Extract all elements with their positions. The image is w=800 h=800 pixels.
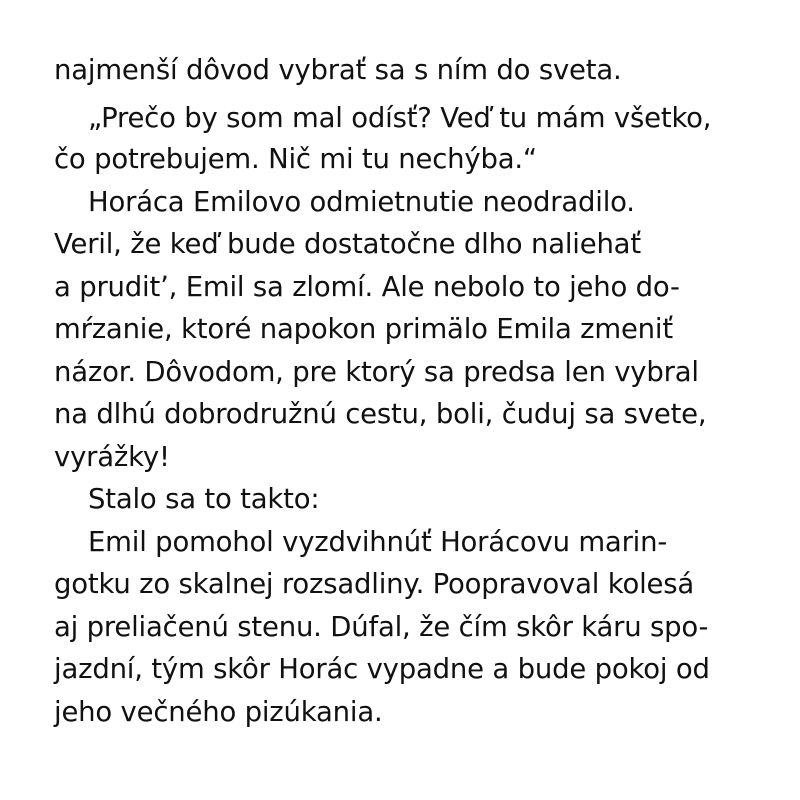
text-line: a pruditʼ, Emil sa zlomí. Ale nebolo to jeho do-	[54, 271, 680, 303]
text-line: Emil pomohol vyzdvihnúť Horácovu marin-	[88, 526, 668, 558]
text-line: Horáca Emilovo odmietnutie neodradilo.	[88, 186, 635, 218]
text-line: jazdní, tým skôr Horác vypadne a bude pokoj od	[54, 653, 710, 685]
text-line: Veril, že keď bude dostatočne dlho naliehať	[54, 228, 641, 260]
text-line: gotku zo skalnej rozsadliny. Poopravoval kolesá	[54, 568, 695, 600]
text-line: Stalo sa to takto:	[88, 483, 320, 515]
text-line: aj preliačenú stenu. Dúfal, že čím skôr káru spo-	[54, 611, 709, 643]
text-line: najmenší dôvod vybrať sa s ním do sveta.	[54, 54, 622, 86]
text-line: mŕzanie, ktoré napokon primälo Emila zmeniť	[54, 313, 673, 345]
text-line: „Prečo by som mal odísť? Veď tu mám všetko,	[88, 102, 712, 134]
text-line: vyrážky!	[54, 441, 170, 473]
text-line: názor. Dôvodom, pre ktorý sa predsa len vybral	[54, 356, 699, 388]
text-line: čo potrebujem. Nič mi tu nechýba.“	[54, 143, 537, 175]
text-line: jeho večného pizúkania.	[54, 696, 383, 728]
text-line: na dlhú dobrodružnú cestu, boli, čuduj sa svete,	[54, 398, 707, 430]
